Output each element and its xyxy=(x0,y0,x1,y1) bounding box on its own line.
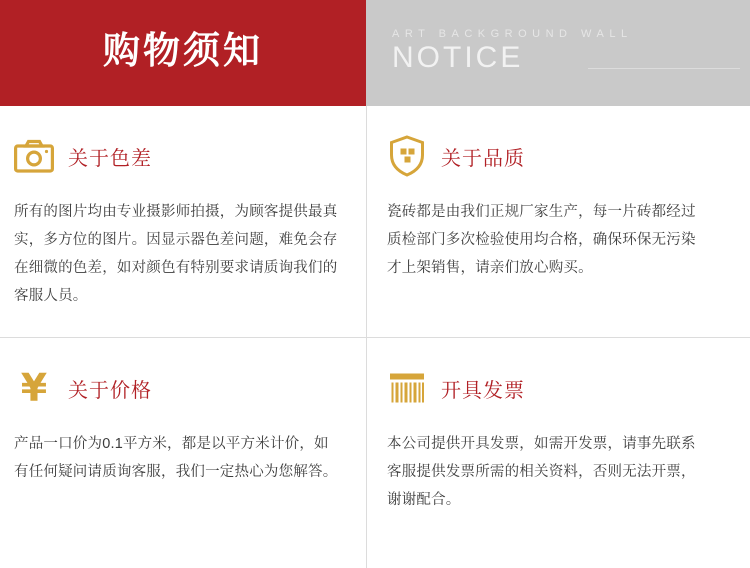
camera-icon xyxy=(14,134,54,178)
section-body: 瓷砖都是由我们正规厂家生产，每一片砖都经过质检部门多次检验使用均合格，确保环保无污染才上架销售，请亲们放心购买。 xyxy=(387,204,696,276)
section-body: 本公司提供开具发票，如需开发票，请事先联系客服提供发票所需的相关资料，否则无法开票，谢谢配合。 xyxy=(387,436,696,508)
header-english-block xyxy=(366,0,750,106)
page-title: 购物须知 xyxy=(103,29,263,71)
section-quality xyxy=(367,106,733,337)
section-header xyxy=(14,362,342,414)
section-title: 关于色差 xyxy=(68,147,152,170)
notice-grid xyxy=(0,106,750,568)
yen-symbol: ¥ xyxy=(20,366,48,410)
header-title-block xyxy=(0,0,366,106)
section-header xyxy=(387,362,709,414)
section-color-difference xyxy=(0,106,366,337)
section-body: 产品一口价为0.1平方米，都是以平方米计价，如有任何疑问请质询客服，我们一定热心为您解答。 xyxy=(14,436,338,480)
section-header xyxy=(14,130,342,182)
invoice-icon xyxy=(387,366,427,410)
section-price xyxy=(0,338,366,568)
section-body: 所有的图片均由专业摄影师拍摄，为顾客提供最真实，多方位的图片。因显示器色差问题，难免会存在细微的色差，如对颜色有特别要求请质询我们的客服人员。 xyxy=(14,204,338,304)
section-title: 关于品质 xyxy=(441,147,525,170)
header-subtitle: ART BACKGROUND WALL xyxy=(392,28,633,41)
page-header xyxy=(0,0,750,106)
section-invoice xyxy=(367,338,733,568)
section-title: 开具发票 xyxy=(441,379,525,402)
header-divider-line xyxy=(588,68,740,69)
shield-quality-icon xyxy=(387,134,427,178)
yen-price-icon xyxy=(14,366,54,410)
section-title: 关于价格 xyxy=(68,379,152,402)
section-header xyxy=(387,130,709,182)
header-notice-word: NOTICE xyxy=(392,41,524,75)
